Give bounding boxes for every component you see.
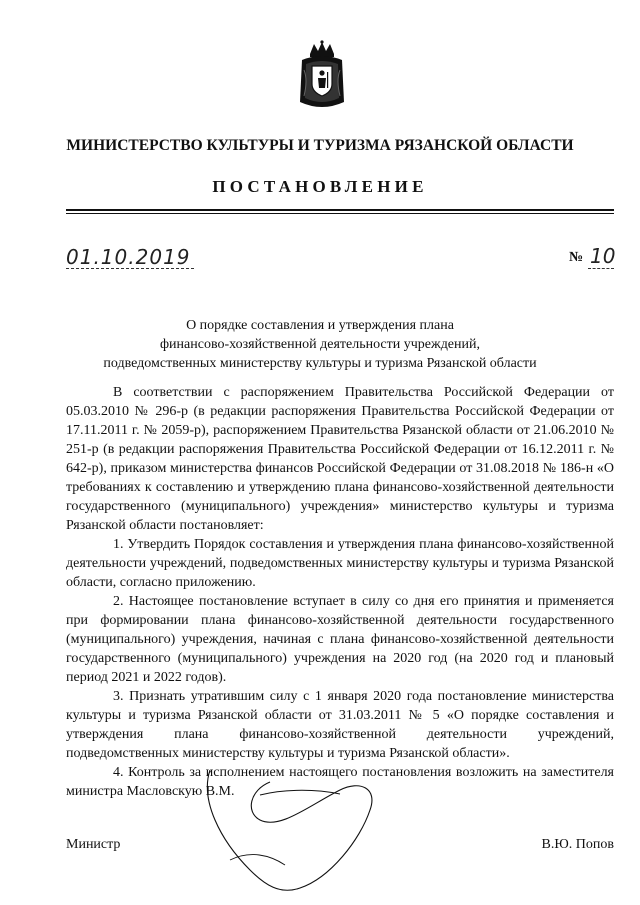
clause-3-paragraph: 3. Признать утратившим силу с 1 января 2020 года постановление министерства культуры и туризма Рязанской области от 31.03.2011 № 5 «О порядке составления и утверждения плана финансово-хозяйственной деятельности учреждений, подведомственных министерству культуры и туризма Рязанской области».	[66, 689, 614, 761]
signer-title: Министр	[66, 837, 121, 852]
signer-name: В.Ю. Попов	[541, 837, 614, 852]
coat-of-arms-icon	[296, 40, 348, 112]
document-body	[66, 383, 614, 801]
preamble-paragraph: В соответствии с распоряжением Правительства Российской Федерации от 05.03.2010 № 296-р (в редакции распоряжения Правительства Российской Федерации от 17.11.2011 г. № 2059-р), распоряжением Правительства Рязанской области от 21.06.2010 № 251-р (в редакции распоряжения Правительства Российской Федерации от 16.12.2011 г. № 642-р), приказом министерства финансов Российской Федерации от 31.08.2018 № 186-н «О требованиях к составлению и утверждению плана финансово-хозяйственной деятельности государственного (муниципального) учреждения» министерство культуры и туризма Рязанской области постановляет:	[66, 385, 614, 533]
title-line: финансово-хозяйственной деятельности учреждений,	[159, 337, 481, 352]
date-underline	[66, 268, 194, 269]
document-number-label: №	[569, 250, 584, 265]
handwritten-signature-icon	[190, 760, 390, 900]
document-title	[80, 316, 560, 373]
document-date: 01.10.2019	[66, 245, 191, 269]
header-divider-thin	[66, 213, 614, 214]
title-line: О порядке составления и утверждения плана	[186, 318, 454, 333]
ministry-name: МИНИСТЕРСТВО КУЛЬТУРЫ И ТУРИЗМА РЯЗАНСКОЙ ОБЛАСТИ	[66, 137, 574, 154]
document-type: ПОСТАНОВЛЕНИЕ	[212, 177, 428, 196]
title-line: подведомственных министерству культуры и туризма Рязанской области	[103, 356, 537, 371]
number-underline	[588, 268, 614, 269]
header-divider	[66, 209, 614, 211]
clause-1-paragraph: 1. Утвердить Порядок составления и утверждения плана финансово-хозяйственной деятельности учреждений, подведомственных министерству культуры и туризма Рязанской области, согласно приложению.	[66, 537, 614, 590]
clause-4-paragraph: 4. Контроль за исполнением настоящего постановления возложить на заместителя министра Масловскую В.М.	[66, 765, 614, 799]
document-number: 10	[590, 244, 616, 268]
clause-2-paragraph: 2. Настоящее постановление вступает в силу со дня его принятия и применяется при формировании плана финансово-хозяйственной деятельности государственного (муниципального) учреждения, начиная с плана финансово-хозяйственной деятельности государственного (муниципального) учреждения на 2020 год (на 2020 год и плановый период 2021 и 2022 годов).	[66, 594, 614, 685]
